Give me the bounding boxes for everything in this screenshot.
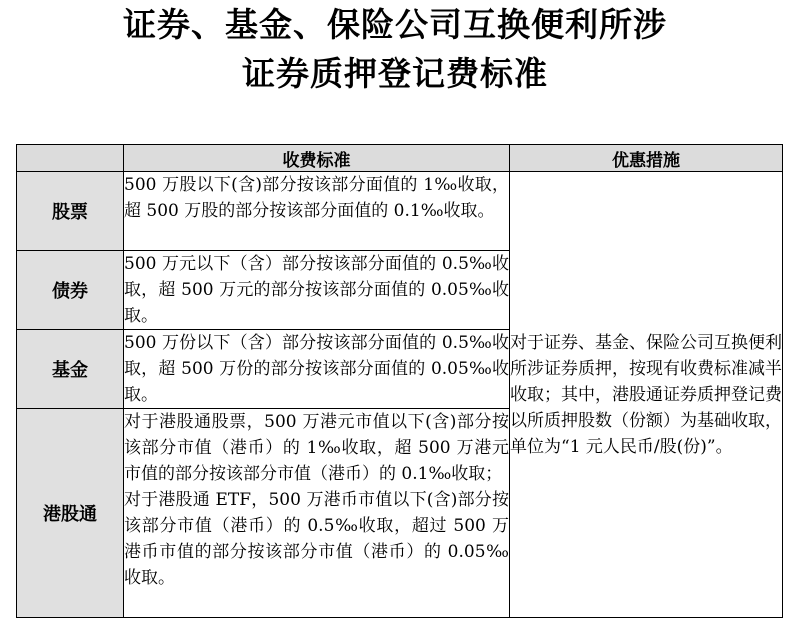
fee-paragraph-hk-etf: 对于港股通 ETF，500 万港币市值以下(含)部分按该部分市值（港币）的 0.5‰收取，超过 500 万港币市值的部分按该部分市值（港币）的 0.05‰收取。 (124, 490, 509, 588)
row-label-bond: 债券 (17, 251, 124, 330)
fee-text-hk-connect (124, 409, 510, 618)
document-title-line-2: 证券质押登记费标准 (242, 54, 548, 93)
table-row-stock (17, 172, 783, 251)
fee-paragraph: 500 万股以下(含)部分按该部分面值的 1‰收取，超 500 万股的部分按该部分面值的 0.1‰收取。 (124, 175, 509, 221)
row-label-hk-connect: 港股通 (17, 409, 124, 618)
fee-text-fund (124, 330, 510, 409)
row-label-fund: 基金 (17, 330, 124, 409)
header-fee-standard: 收费标准 (124, 145, 510, 172)
fee-paragraph-hk-stock: 对于港股通股票，500 万港元市值以下(含)部分按该部分市值（港币）的 1‰收取，超 500 万港元市值的部分按该部分市值（港币）的 0.1‰收取； (124, 412, 509, 484)
benefit-text: 对于证券、基金、保险公司互换便利所涉证券质押，按现有收费标准减半收取；其中，港股通证券质押登记费以所质押股数（份额）为基础收取，单位为“1 元人民币/股(份)”。 (510, 172, 783, 618)
header-benefit: 优惠措施 (510, 145, 783, 172)
fee-text-bond (124, 251, 510, 330)
document-title-line-1: 证券、基金、保险公司互换便利所涉 (123, 5, 667, 44)
fee-standard-table (16, 144, 783, 618)
fee-paragraph: 500 万元以下（含）部分按该部分面值的 0.5‰收取，超 500 万元的部分按该部分面值的 0.05‰收取。 (124, 254, 509, 326)
fee-text-stock (124, 172, 510, 251)
table-header-row (17, 145, 783, 172)
row-label-stock: 股票 (17, 172, 124, 251)
header-category (17, 145, 124, 172)
fee-paragraph: 500 万份以下（含）部分按该部分面值的 0.5‰收取，超 500 万份的部分按该部分面值的 0.05‰收取。 (124, 333, 509, 405)
